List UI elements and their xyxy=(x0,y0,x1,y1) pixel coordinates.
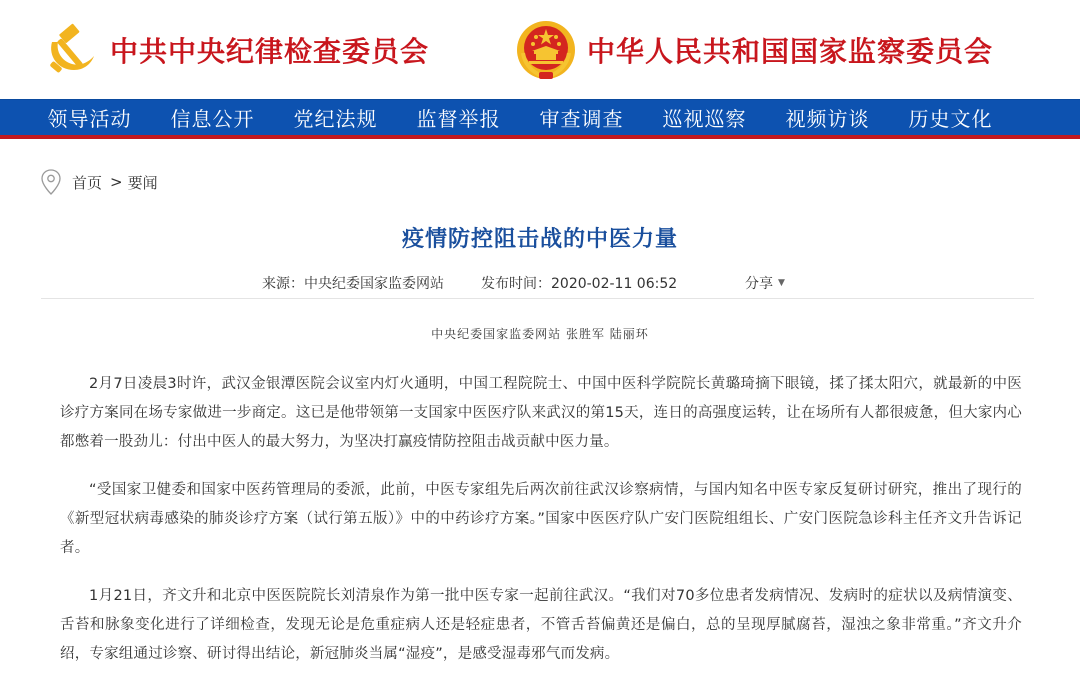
breadcrumb xyxy=(40,168,158,196)
article-body xyxy=(60,370,1022,688)
nav-item-leadership[interactable]: 领导活动 xyxy=(47,107,132,131)
national-emblem-icon xyxy=(515,19,577,81)
nav-item-regulations[interactable]: 党纪法规 xyxy=(293,107,378,131)
share-button[interactable] xyxy=(745,273,785,293)
nav-item-video[interactable]: 视频访谈 xyxy=(785,107,870,131)
nav-item-inspection[interactable]: 巡视巡察 xyxy=(662,107,747,131)
caret-down-icon: ▼ xyxy=(778,278,785,288)
nav-item-investigation[interactable]: 审查调查 xyxy=(539,107,624,131)
site-header xyxy=(0,0,1080,99)
article-paragraph: “受国家卫健委和国家中医药管理局的委派，此前，中医专家组先后两次前往武汉诊察病情，与国内知名中医专家反复研讨研究，推出了现行的《新型冠状病毒感染的肺炎诊疗方案（试行第五版）》中的中药诊疗方案。”国家中医医疗队广安门医院组组长、广安门医院急诊科主任齐文升告诉记者。 xyxy=(60,482,1022,556)
meta-divider xyxy=(41,298,1034,299)
breadcrumb-home-link[interactable]: 首页 xyxy=(72,173,103,192)
article-paragraph: 2月7日凌晨3时许，武汉金银潭医院会议室内灯火通明，中国工程院院士、中国中医科学院院长黄璐琦摘下眼镜，揉了揉太阳穴，就最新的中医诊疗方案同在场专家做进一步商定。这已是他带领第一支国家中医医疗队来武汉的第15天，连日的高强度运转，让在场所有人都很疲惫，但大家内心都憋着一股劲儿：付出中医人的最大努力，为坚决打赢疫情防控阻击战贡献中医力量。 xyxy=(60,376,1022,450)
location-pin-icon xyxy=(40,168,62,196)
article-publish-time: 发布时间：2020-02-11 06:52 xyxy=(481,276,678,292)
article-byline: 中央纪委国家监委网站 张胜军 陆丽环 xyxy=(431,327,649,341)
article-source: 来源：中央纪委国家监委网站 xyxy=(262,276,444,292)
nsc-name: 中华人民共和国国家监察委员会 xyxy=(587,34,994,68)
ccdi-name: 中共中央纪律检查委员会 xyxy=(110,34,430,68)
main-nav xyxy=(0,99,1080,139)
nsc-brand[interactable] xyxy=(515,0,993,99)
party-emblem-icon xyxy=(40,20,100,80)
ccdi-brand[interactable] xyxy=(40,0,429,99)
nav-item-info-disclosure[interactable]: 信息公开 xyxy=(170,107,255,131)
article-title: 疫情防控阻击战的中医力量 xyxy=(401,227,678,252)
nav-item-history[interactable]: 历史文化 xyxy=(908,107,993,131)
breadcrumb-current-link[interactable]: 要闻 xyxy=(127,173,158,192)
article-paragraph: 1月21日，齐文升和北京中医医院院长刘清泉作为第一批中医专家一起前往武汉。“我们对70多位患者发病情况、发病时的症状以及病情演变、舌苔和脉象变化进行了详细检查，发现无论是危重症病人还是轻症患者，不管舌苔偏黄还是偏白，总的呈现厚腻腐苔，湿浊之象非常重。”齐文升介绍，专家组通过诊察、研讨得出结论，新冠肺炎当属“湿疫”，是感受湿毒邪气而发病。 xyxy=(60,588,1022,662)
share-label: 分享 xyxy=(745,276,773,292)
breadcrumb-separator: > xyxy=(110,173,123,191)
nav-item-report[interactable]: 监督举报 xyxy=(416,107,501,131)
